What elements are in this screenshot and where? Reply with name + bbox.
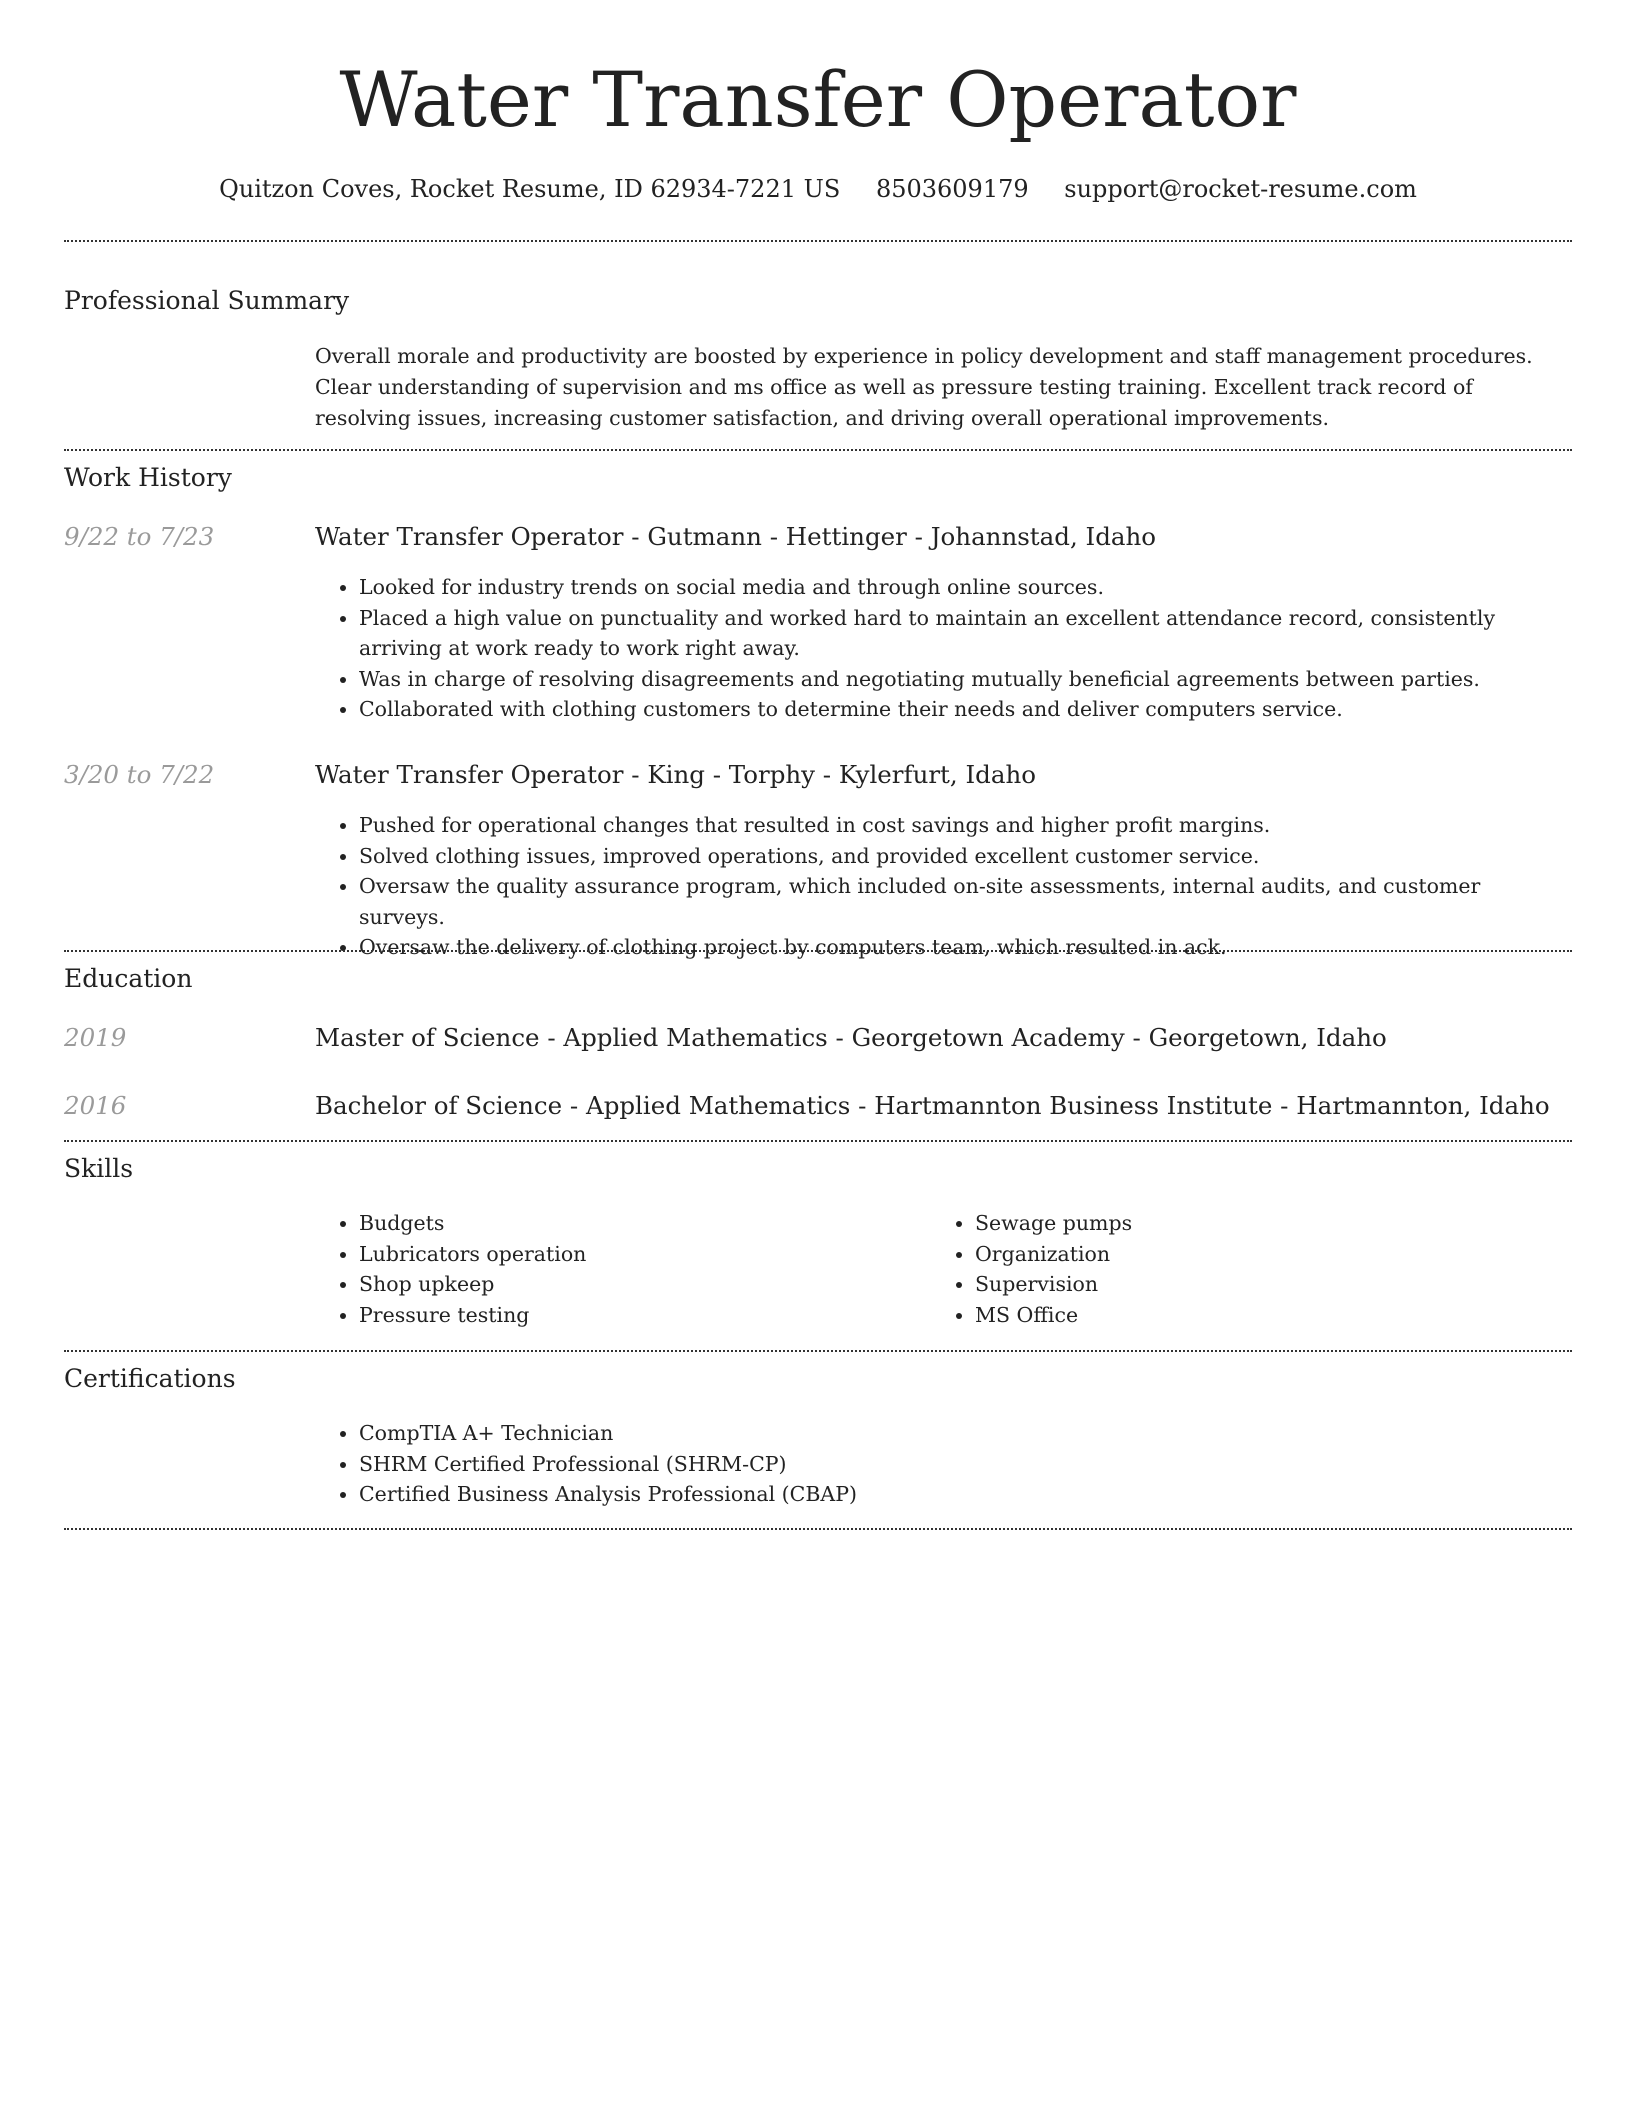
contact-address: Quitzon Coves, Rocket Resume, ID 62934-7221 US — [219, 175, 841, 203]
job-heading: Water Transfer Operator - Gutmann - Hettinger - Johannstad, Idaho — [315, 522, 1157, 551]
job-bullet: • Pushed for operational changes that resulted in cost savings and higher profit margins. — [359, 810, 1571, 841]
education-school: Georgetown Academy — [851, 1023, 1125, 1052]
education-degree: Bachelor of Science - Applied Mathematics — [315, 1091, 851, 1120]
divider — [64, 1528, 1572, 1530]
section-title-work-history: Work History — [64, 463, 232, 492]
skill-item: • Lubricators operation — [359, 1239, 930, 1270]
job-dates: 9/22 to 7/23 — [64, 522, 215, 551]
divider — [64, 240, 1572, 242]
job-bullets — [315, 572, 1571, 725]
job-position: Water Transfer Operator — [315, 522, 624, 551]
education-degree: Master of Science - Applied Mathematics — [315, 1023, 828, 1052]
job-position: Water Transfer Operator — [315, 760, 624, 789]
skill-item: • Sewage pumps — [975, 1208, 1546, 1239]
job-company: Gutmann - Hettinger — [647, 522, 907, 551]
certification-item: • SHRM Certified Professional (SHRM-CP) — [359, 1449, 1571, 1480]
education-year: 2016 — [64, 1091, 127, 1120]
skills-list-left — [315, 1208, 930, 1330]
section-title-summary: Professional Summary — [64, 286, 350, 315]
section-title-skills: Skills — [64, 1154, 134, 1183]
candidate-name: Water Transfer Operator — [339, 55, 1297, 144]
summary-text: Overall morale and productivity are boosted by experience in policy development and staff management procedures. Clear understanding of supervision and ms office as well as pressure testing training. Excellent track record of resolving issues, increasing customer satisfaction, and driving overall operational improvements. — [315, 344, 1533, 430]
job-heading: Water Transfer Operator - King - Torphy - Kylerfurt, Idaho — [315, 760, 1036, 789]
divider — [64, 1140, 1572, 1142]
skill-item: • Supervision — [975, 1269, 1546, 1300]
section-title-certifications: Certifications — [64, 1364, 236, 1393]
skill-item: • Budgets — [359, 1208, 930, 1239]
job-bullet: • Was in charge of resolving disagreements and negotiating mutually beneficial agreements between parties. — [359, 664, 1571, 695]
certification-item: • CompTIA A+ Technician — [359, 1418, 1571, 1449]
job-bullet: • Placed a high value on punctuality and worked hard to maintain an excellent attendance record, consistently arriving at work ready to work right away. — [359, 603, 1571, 664]
divider — [64, 950, 1572, 952]
contact-email: support@rocket-resume.com — [1064, 175, 1417, 203]
job-bullet: • Oversaw the delivery of clothing project by computers team, which resulted in ack. — [359, 932, 1571, 963]
job-bullet: • Collaborated with clothing customers to determine their needs and deliver computers service. — [359, 694, 1571, 725]
job-company: King - Torphy — [647, 760, 816, 789]
education-heading: Bachelor of Science - Applied Mathematics - Hartmannton Business Institute - Hartmannton, Idaho — [315, 1091, 1550, 1120]
certification-item: • Certified Business Analysis Professional (CBAP) — [359, 1479, 1571, 1510]
skill-item: • Organization — [975, 1239, 1546, 1270]
contact-phone: 8503609179 — [875, 175, 1029, 203]
education-school: Hartmannton Business Institute — [874, 1091, 1273, 1120]
section-title-education: Education — [64, 964, 193, 993]
job-bullet: • Solved clothing issues, improved operations, and provided excellent customer service. — [359, 841, 1571, 872]
job-dates: 3/20 to 7/22 — [64, 760, 215, 789]
job-bullet: • Oversaw the quality assurance program, which included on-site assessments, internal audits, and customer surveys. — [359, 871, 1571, 932]
contact-line — [64, 172, 1572, 206]
skill-item: • Pressure testing — [359, 1300, 930, 1331]
job-location: Kylerfurt, Idaho — [838, 760, 1036, 789]
job-bullets — [315, 810, 1571, 963]
skill-item: • Shop upkeep — [359, 1269, 930, 1300]
certifications-list — [315, 1418, 1571, 1510]
divider — [64, 449, 1572, 451]
skills-list-right — [931, 1208, 1546, 1330]
education-location: Georgetown, Idaho — [1148, 1023, 1387, 1052]
education-heading: Master of Science - Applied Mathematics - Georgetown Academy - Georgetown, Idaho — [315, 1023, 1387, 1052]
education-location: Hartmannton, Idaho — [1296, 1091, 1550, 1120]
job-location: Johannstad, Idaho — [930, 522, 1157, 551]
skill-item: • MS Office — [975, 1300, 1546, 1331]
divider — [64, 1350, 1572, 1352]
job-bullet: • Looked for industry trends on social media and through online sources. — [359, 572, 1571, 603]
education-year: 2019 — [64, 1023, 127, 1052]
